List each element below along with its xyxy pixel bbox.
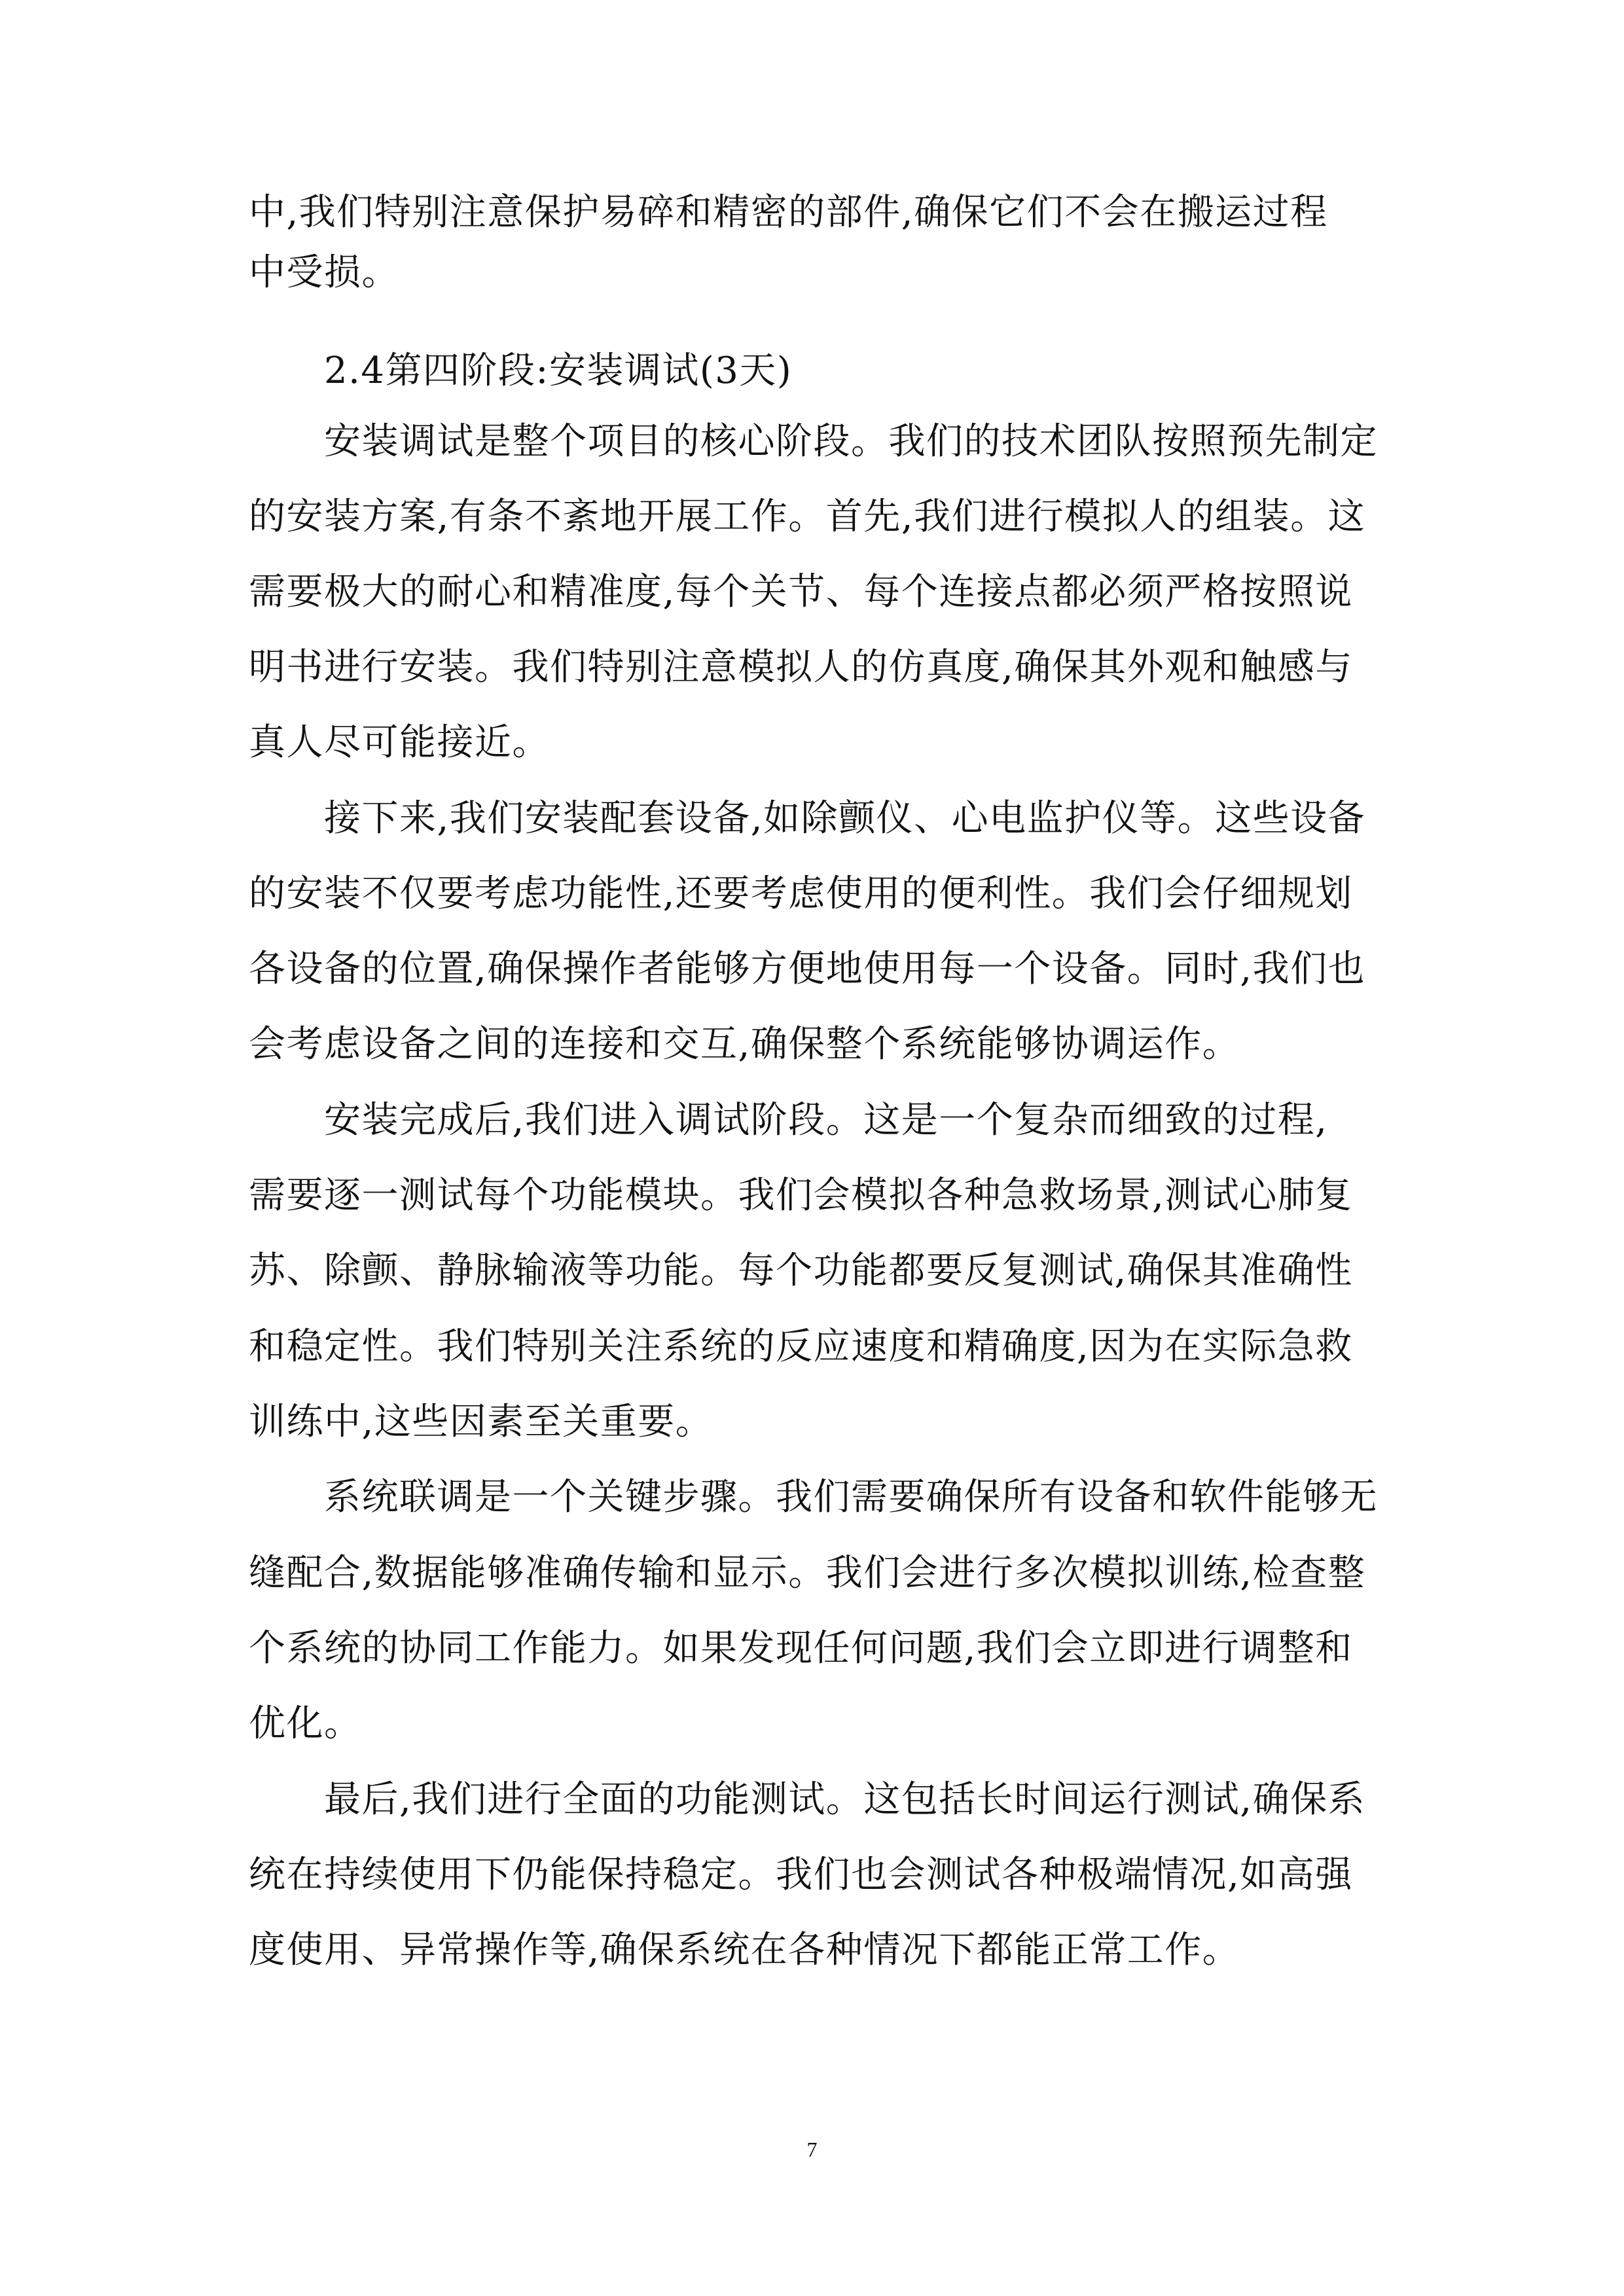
text-line: 安装调试是整个项目的核心阶段。我们的技术团队按照预先制定 (324, 420, 1378, 463)
text-line: 会考虑设备之间的连接和交互,确保整个系统能够协调运作。 (249, 1023, 1240, 1066)
text-line: 缝配合,数据能够准确传输和显示。我们会进行多次模拟训练,检查整 (249, 1552, 1366, 1594)
page-number: 7 (806, 2138, 818, 2161)
text-line: 度使用、异常操作等,确保系统在各种情况下都能正常工作。 (249, 1929, 1240, 1971)
text-line: 安装完成后,我们进入调试阶段。这是一个复杂而细致的过程, (324, 1099, 1328, 1141)
text-line: 中受损。 (249, 251, 399, 294)
text-line: 各设备的位置,确保操作者能够方便地使用每一个设备。同时,我们也 (249, 948, 1366, 990)
text-line: 和稳定性。我们特别关注系统的反应速度和精确度,因为在实际急救 (249, 1325, 1353, 1368)
text-line: 需要极大的耐心和精准度,每个关节、每个连接点都必须严格按照说 (249, 571, 1353, 613)
text-line: 训练中,这些因素至关重要。 (249, 1401, 713, 1443)
text-line: 苏、除颤、静脉输液等功能。每个功能都要反复测试,确保其准确性 (249, 1249, 1353, 1292)
section-heading: 2.4第四阶段:安装调试(3天) (324, 350, 793, 392)
text-line: 的安装方案,有条不紊地开展工作。首先,我们进行模拟人的组装。这 (249, 495, 1366, 538)
text-line: 优化。 (249, 1702, 362, 1745)
text-line: 明书进行安装。我们特别注意模拟人的仿真度,确保其外观和触感与 (249, 646, 1353, 689)
text-line: 的安装不仅要考虑功能性,还要考虑使用的便利性。我们会仔细规划 (249, 872, 1353, 915)
text-line: 真人尽可能接近。 (249, 721, 550, 764)
text-line: 最后,我们进行全面的功能测试。这包括长时间运行测试,确保系 (324, 1778, 1366, 1821)
text-line: 中,我们特别注意保护易碎和精密的部件,确保它们不会在搬运过程 (249, 191, 1328, 234)
text-line: 统在持续使用下仍能保持稳定。我们也会测试各种极端情况,如高强 (249, 1854, 1353, 1896)
text-line: 需要逐一测试每个功能模块。我们会模拟各种急救场景,测试心肺复 (249, 1174, 1353, 1217)
text-line: 接下来,我们安装配套设备,如除颤仪、心电监护仪等。这些设备 (324, 797, 1366, 840)
text-line: 个系统的协同工作能力。如果发现任何问题,我们会立即进行调整和 (249, 1627, 1353, 1670)
text-line: 系统联调是一个关键步骤。我们需要确保所有设备和软件能够无 (324, 1476, 1378, 1518)
